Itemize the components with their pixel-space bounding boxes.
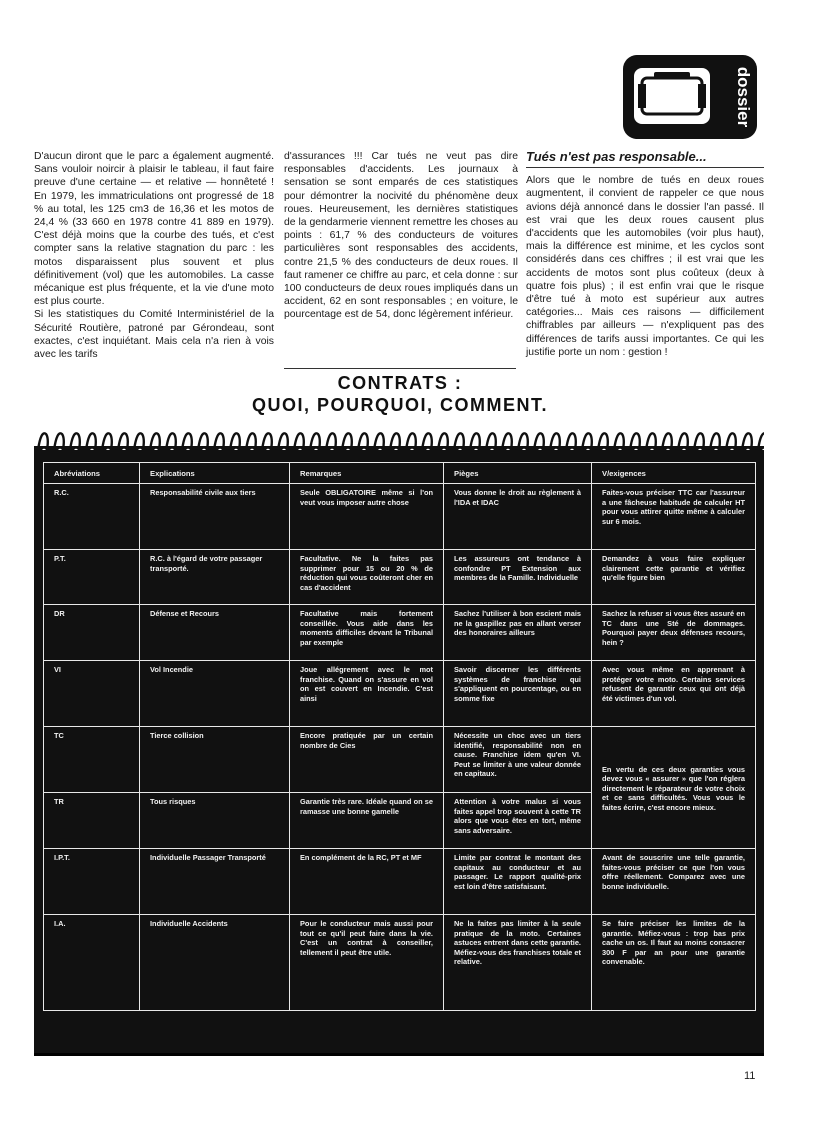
abbreviation-cell: DR [44, 605, 140, 661]
requirement-cell: Demandez à vous faire expliquer clairement cette garantie et vérifiez qu'elle figure bien [592, 550, 756, 605]
remark-cell: Pour le conducteur mais aussi pour tout ce qu'il peut faire dans la vie. C'est un contrat à conseiller, tellement il peut être utile. [290, 915, 444, 1011]
paragraph: d'assurances !!! Car tués ne veut pas dire responsables d'accidents. Les journaux à sensation se sont emparés de ces statistiques pour démontrer la nocivité du phénomène deux roues. Heureusement, les dernières statistiques de la gendarmerie viennent remettre les choses au points : 61,7 % des conducteurs de voitures particulières sont responsables des accidents, contre 21,5 % des conducteurs de deux roues. Il faut ramener ce chiffre au parc, et cela donne : sur 100 conducteurs de deux roues impliqués dans un accident, 62 en sont responsables ; en voiture, le pourcentage est de 54, donc légèrement inférieur. [284, 151, 518, 321]
column-header: Abréviations [44, 463, 140, 484]
pitfall-cell: Ne la faites pas limiter à la seule pratique de la moto. Certaines astuces entrent dans cette garantie. Méfiez-vous des franchises totale et relative. [444, 915, 592, 1011]
table-row [44, 605, 756, 661]
table-row [44, 849, 756, 915]
pitfall-cell: Nécessite un choc avec un tiers identifié, responsabilité non en cause. Franchise idem qu'en VI. Peut se limiter à une valeur donnée en capitaux. [444, 727, 592, 793]
remark-cell: Seule OBLIGATOIRE même si l'on veut vous imposer autre chose [290, 484, 444, 550]
article-column-3 [526, 150, 764, 359]
article-column-2 [284, 150, 518, 322]
table-row [44, 550, 756, 605]
remark-cell: En complément de la RC, PT et MF [290, 849, 444, 915]
divider [284, 368, 516, 369]
logo-text: dossier [734, 66, 753, 128]
paragraph: Si les statistiques du Comité Interministériel de la Sécurité Routière, patroné par Gérondeau, sont exactes, c'est inquiétant. Mais cela n'a rien à vois avec les tarifs [34, 309, 274, 361]
pitfall-cell: Savoir discerner les différents systèmes de franchise qui s'appliquent en pourcentage, ou en somme fixe [444, 661, 592, 727]
table-row [44, 915, 756, 1011]
page-number: 11 [744, 1070, 756, 1082]
abbreviation-cell: I.A. [44, 915, 140, 1011]
abbreviation-cell: VI [44, 661, 140, 727]
dossier-logo [620, 52, 760, 142]
remark-cell: Joue allégrement avec le mot franchise. Quand on s'assure en vol on est couvert en Incendie. C'est ainsi [290, 661, 444, 727]
explanation-cell: Tous risques [140, 793, 290, 849]
column-header: V/exigences [592, 463, 756, 484]
table-header-row [44, 463, 756, 484]
remark-cell: Garantie très rare. Idéale quand on se ramasse une bonne gamelle [290, 793, 444, 849]
pitfall-cell: Sachez l'utiliser à bon escient mais ne la gaspillez pas en allant verser des honoraires ailleurs [444, 605, 592, 661]
explanation-cell: Tierce collision [140, 727, 290, 793]
column-header: Pièges [444, 463, 592, 484]
requirement-cell: Faites-vous préciser TTC car l'assureur a une fâcheuse habitude de calculer HT pour vous attirer quitte même à calculer sur 6 mois. [592, 484, 756, 550]
remark-cell: Encore pratiquée par un certain nombre de Cies [290, 727, 444, 793]
headline-line-2: QUOI, POURQUOI, COMMENT. [251, 395, 548, 415]
column-header: Explications [140, 463, 290, 484]
headline-line-1: CONTRATS : [337, 373, 463, 393]
explanation-cell: Individuelle Accidents [140, 915, 290, 1011]
table-row [44, 484, 756, 550]
pitfall-cell: Les assureurs ont tendance à confondre PT Extension aux membres de la Famille. Individuelle [444, 550, 592, 605]
pitfall-cell: Limite par contrat le montant des capitaux au conducteur et au passager. Le rapport qualité-prix est loin d'être satisfaisant. [444, 849, 592, 915]
abbreviation-cell: I.P.T. [44, 849, 140, 915]
requirement-cell: Avec vous même en apprenant à protéger votre moto. Certains services refusent de garantir ceux qui ont déjà été victimes d'un vol. [592, 661, 756, 727]
abbreviation-cell: R.C. [44, 484, 140, 550]
contracts-board [34, 450, 764, 1056]
remark-cell: Facultative mais fortement conseillée. Vous aide dans les moments difficiles devant le Tribunal par exemple [290, 605, 444, 661]
explanation-cell: Individuelle Passager Transporté [140, 849, 290, 915]
paragraph: D'aucun diront que le parc a également augmenté. Sans vouloir noircir à plaisir le tableau, il faut faire preuve d'une certaine — et relative — honnêteté ! En 1979, les immatriculations ont progressé de 18 % au total, les 125 cm3 de 16,36 et les motos de 24,4 % (33 660 en 1978 contre 41 889 en 1979). C'est déjà moins que la courbe des tués, et c'est compter sans la relative stagnation du parc : les motos disparaissent plus souvent et plus définitivement (vol) que les automobiles. La casse mécanique est plus fréquente, et la vie d'une moto est plus courte. [34, 151, 274, 308]
explanation-cell: Défense et Recours [140, 605, 290, 661]
abbreviation-cell: TR [44, 793, 140, 849]
explanation-cell: Responsabilité civile aux tiers [140, 484, 290, 550]
section-heading: Tués n'est pas responsable... [526, 150, 764, 168]
paragraph: Alors que le nombre de tués en deux roues augmentent, il convient de rappeler ce que nous avions déjà annoncé dans le dossier l'an passé. Il est vrai que les deux roues causent plus d'accidents que les automobiles (voir plus haut), mais la différence est minime, et les cyclos sont considérés dans ces chiffres ; il est vrai que les accidents de motos sont plus coûteux (deux à quatre fois plus) ; il est enfin vrai que le risque d'être tué à moto est supérieur aux autres catégories... Mais ces raisons — difficilement chiffrables par ailleurs — n'expliquent pas des différences de tarifs aussi importantes. Ce qui les justifie porte un nom : gestion ! [526, 175, 764, 358]
pitfall-cell: Vous donne le droit au règlement à l'IDA et IDAC [444, 484, 592, 550]
table-row [44, 661, 756, 727]
requirement-cell: Avant de souscrire une telle garantie, faites-vous préciser ce que l'on vous offre réellement. Comparez avec une bonne individuelle. [592, 849, 756, 915]
requirement-cell: En vertu de ces deux garanties vous devez vous « assurer » que l'on réglera directement le réparateur de votre choix et ce sans difficultés. Vous vous le faites écrire, c'est encore mieux. [592, 727, 756, 849]
requirement-cell: Se faire préciser les limites de la garantie. Méfiez-vous : trop bas prix cache un os. Il faut au moins consacrer 300 F par an pour une garantie convenable. [592, 915, 756, 1011]
remark-cell: Facultative. Ne la faites pas supprimer pour 15 ou 20 % de réduction qui vous coûteront cher en cas d'accident [290, 550, 444, 605]
explanation-cell: Vol Incendie [140, 661, 290, 727]
table-row [44, 727, 756, 793]
abbreviation-cell: TC [44, 727, 140, 793]
contracts-table [43, 462, 756, 1011]
abbreviation-cell: P.T. [44, 550, 140, 605]
explanation-cell: R.C. à l'égard de votre passager transporté. [140, 550, 290, 605]
article-column-1 [34, 150, 274, 361]
table-headline [200, 372, 600, 416]
pitfall-cell: Attention à votre malus si vous faites appel trop souvent à cette TR alors que vous êtes en tort, même sans adversaire. [444, 793, 592, 849]
requirement-cell: Sachez la refuser si vous êtes assuré en TC dans une Sté de dommages. Pourquoi payer deux défenses recours, hein ? [592, 605, 756, 661]
column-header: Remarques [290, 463, 444, 484]
